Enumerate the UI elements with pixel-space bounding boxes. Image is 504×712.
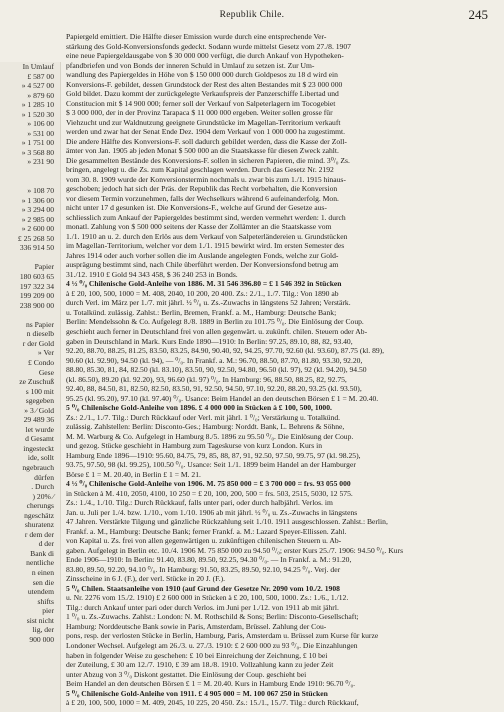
margin-fragment-line: shifts <box>37 596 54 606</box>
text-line: 93.75, 97.50, 98 (kl. 99.25), 100.50 ⁰/₀. Usance: Seit 1./1. 1899 beim Handel an der Hamburger <box>66 460 356 470</box>
text-line: Papiergeld emittiert. Die Hälfte dieser Emission wurde durch eine entsprechende Ver- <box>66 32 327 41</box>
text-line: 1./1. 1910 an u. 2. durch den Erlös aus dem Verkauf von Salpeterländereien u. Grundstücken <box>66 231 348 241</box>
text-line: nicht unter 17 d gesunken ist. Die Konversions-F., welche auf Grund der Gesetze aus- <box>66 203 327 213</box>
text-line: Londoner Wechsel. Aufgelegt am 26./3. u. 27./3. 1910: £ 2 600 000 zu 93 ⁰/₀. Die Einzahlungen <box>66 641 358 650</box>
text-line: Börse £ 1 = M. 20.40, in Berlin £ 1 = M. 21. <box>66 469 201 479</box>
loan-heading-line: 5 ⁰/₀ Chilenische Gold-Anleihe von 1896. £ 4 000 000 in Stücken à £ 100, 500, 1000. <box>66 403 332 413</box>
text-line: vom 30. 8. 1909 wurde der Konversionstermin nochmals u. zwar bis zum 1./1. 1915 hinaus- <box>66 174 346 184</box>
margin-fragment-line: » 3 ⁄ Gold <box>24 405 54 415</box>
text-line: monatl. Zahlung von $ 500 000 seitens der Kasse der Zollämter an die Staatskasse vom <box>66 222 332 232</box>
margin-fragment-line <box>0 177 60 187</box>
margin-fragment-line: » 3 568 80 <box>21 147 54 157</box>
margin-fragment-line <box>0 167 60 177</box>
text-line: Die gesammelten Bestände des Konversions-F. sollen in sicheren Papieren, die mind. 3⁰/₀ Zs. <box>66 155 350 165</box>
text-line: M. M. Warburg & Co. Aufgelegt in Hamburg 8./5. 1896 zu 95.50 ⁰/₀. Die Einlösung der Coup. <box>66 431 354 441</box>
margin-fragment-line: utendem <box>27 587 54 597</box>
text-line: eine neue Papiergeldausgabe von $ 30 000 000 verfügt, die durch Ankauf von Hypotheken- <box>66 51 344 61</box>
margin-fragment-line: 197 322 34 <box>19 281 54 291</box>
text-line: haben in folgender Weise zu geschehen: £ 10 bei Einreichung der Zeichnung, £ 10 bei <box>66 650 328 660</box>
margin-fragment-line: » 1 306 00 <box>21 195 54 205</box>
text-line: in Stücken à M. 410, 2050, 4100, 10 250 = £ 20, 100, 200, 500 = frs. 503, 2515, 5030, 12 575. <box>66 488 353 498</box>
text-line: und gezog. Stücke geschieht in Hamburg zum Tageskurse von kurz London. Kurs in <box>66 441 323 451</box>
text-line: wandlung des Papiergeldes in Höhe von $ 150 000 000 durch Goldpesos zu 18 d wird ein <box>66 70 338 80</box>
margin-fragment-line: d Gesamt <box>25 434 54 444</box>
margin-fragment-line: » 1 520 30 <box>21 109 54 119</box>
text-line: Konversions-F. gebildet, dessen Grundstock der Rest des alten Bestandes mit $ 23 000 000 <box>66 79 343 89</box>
margin-fragment-line: » 1 751 00 <box>21 138 54 148</box>
text-line: 47 Jahren. Verstärkte Tilgung und gänzliche Rückzahlung seit 1./10. 1911 ausgeschlossen. Zahlst.: Berlin, <box>66 517 388 527</box>
margin-fragment-line: ) 20% ⁄ <box>32 491 54 501</box>
text-line: im Magellan-Territorium, welcher vor dem 1./1. 1915 bewirkt wird. Im ersten Semester des <box>66 241 345 251</box>
margin-fragment-line: » 231 90 <box>27 157 54 167</box>
margin-fragment-line: » 2 985 00 <box>21 214 54 224</box>
margin-fragment-line: lig, der <box>32 625 54 635</box>
text-line: 88.80, 85.30, 81, 84, 82.50 (kl. 83.10), 83.50, 90, 92.50, 94.80, 96.50 (kl. 97), 92 (kl. 94.20), 94.50 <box>66 365 367 375</box>
text-line: bringen, angelegt u. die Zs. zum Kapital geschlagen werden. Durch das Gesetz Nr. 2192 <box>66 165 334 175</box>
text-line: durch Verl. im März per 1./7. mit jährl. ½ ⁰/₀ u. Zs.-Zuwachs in längstens 52 Jahren; Verstärk. <box>66 298 351 308</box>
text-line: Beim Handel an den deutschen Börsen £ 1 = M. 20.40. Kurs in Hamburg Ende 1910: 96.70 ⁰/₀. <box>66 679 356 689</box>
text-line: 31./12. 1910 £ Gold 94 343 458, $ 36 240 253 in Bonds. <box>66 269 238 279</box>
margin-fragment-line: » Ver <box>37 348 54 358</box>
text-line: zulässig. Zahlstellen: Berlin: Disconto-Ges.; Hamburg: Norddt. Bank, L. Behrens & Söhne, <box>66 422 345 432</box>
text-line: Zs.: 2./1., 1./7. Tilg.: Durch Rückkauf oder Verl. mit jährl. 1 ⁰/₀; Verstärkung u. Totalkünd. <box>66 412 341 422</box>
margin-fragment-line: 29 489 36 <box>23 415 54 425</box>
page-header <box>0 7 504 26</box>
margin-fragment-line: 336 914 50 <box>19 243 54 253</box>
text-line: à £ 20, 100, 500, 1000 = M. 409, 2045, 10 225, 20 450. Zs.: 15./1., 15./7. Tilg.: durch Rückkauf, <box>66 698 359 708</box>
margin-fragment-line: » 3 294 00 <box>21 205 54 215</box>
text-line: Constitucion mit $ 14 900 000; ferner soll der Verkauf von Salpeterlagern im Tocogebiet <box>66 98 336 108</box>
body-text <box>66 32 490 708</box>
margin-fragment-line: » 4 527 00 <box>21 81 54 91</box>
text-line: à £ 20, 100, 500, 1000 = M. 408, 2040, 10 200, 20 400. Zs.: 2./1., 1./7. Tilg.: Von 1890 ab <box>66 288 339 298</box>
margin-fragment-line: Papier <box>34 262 54 272</box>
margin-fragment-line: » 531 00 <box>27 128 54 138</box>
text-line: 95.25 (kl. 95.20), 97.10 (kl. 97.40) ⁰/₀. Usance: Beim Handel an den deutschen Börsen £ 1 = M. 20.40. <box>66 393 379 403</box>
text-line: Jahres 1914 oder auch vorher sollen die im Auslande angelegten Fonds, welche zur Gold- <box>66 250 339 260</box>
text-line: (kl. 86.50), 89.20 (kl. 92.20), 93, 96.60 (kl. 97) ⁰/₀. In Hamburg: 96, 88.50, 88.25, 82, 92.75, <box>66 374 347 384</box>
text-line: pfandbriefen und von Bonds der inneren Schuld in Umlauf zu setzen ist. Zur Um- <box>66 60 315 70</box>
text-line: Berlin: Mendelssohn & Co. Aufgelegt 8./8. 1889 in Berlin zu 101.75 ⁰/₀. Die Einlösung der Coup. <box>66 317 364 327</box>
text-line: Hamburg Ende 1896—1910: 95.60, 84.75, 79, 85, 88, 87, 91, 92.50, 97.50, 99.75, 97 (kl. 98.25), <box>66 450 361 460</box>
text-line: Frankf. a. M., Hamburg: Deutsche Bank; ferner Frankf. a. M.: Lazard Speyer-Ellissen. Zahl. <box>66 526 347 536</box>
text-line: 90.60 (kl. 92.90), 94.50 (kl. 94), — ⁰/₀. In Frankf. a. M.: 96.70, 88.50, 87.70, 81.80, 93.30, 92.20, <box>66 355 363 365</box>
margin-fragment-line <box>0 310 60 320</box>
margin-fragment-line: £ 587 00 <box>27 71 54 81</box>
text-line: ämter von Jan. 1905 ab jeden Monat $ 500 000 an die Staatskasse für diesen Zweck zahlt. <box>66 146 339 156</box>
running-title: Republik Chile. <box>219 10 285 20</box>
margin-fragment-line: » 106 00 <box>27 119 54 129</box>
text-line: ausprägung bestimmt sind, nach Chile überführt werden. Der Konversionsfond betrug am <box>66 260 339 270</box>
margin-fragment-line: £ Condo <box>28 357 54 367</box>
text-line: unter Abzug von 3 ⁰/₀ Diskont gestattet. Die Einlösung der Coup. geschieht bei <box>66 669 307 679</box>
margin-fragment-line: » 879 60 <box>27 90 54 100</box>
text-line: Die andere Hälfte des Konversions-F. soll dadurch gebildet werden, dass die Kasse der Zoll- <box>66 136 347 146</box>
margin-fragment-line: sen die <box>32 577 54 587</box>
margin-fragment-line: dürfen <box>34 472 54 482</box>
margin-fragment-line: 900 000 <box>29 634 54 644</box>
text-line: werden und zwar hat der Senat Ende Dez. 1904 dem Verkauf von 1 000 000 ha zugestimmt. <box>66 127 346 137</box>
text-line: pons, resp. der verlosten Stücke in Berlin, Hamburg, Paris, Amsterdam u. Brüssel zum Kurse für kurze <box>66 631 379 641</box>
margin-fragment-line: Bank di <box>30 548 54 558</box>
margin-fragment-line: s 100 mit <box>25 386 54 396</box>
text-line: 92.40, 88, 84.50, 81, 82.50, 82.50, 83.50, 91, 92.50, 94.50, 97.10, 92.20, 88.20, 93.25 (kl. 93.50), <box>66 384 362 394</box>
loan-heading-line: 4 ½ ⁰/₀ Chilenische Gold-Anleihe von 1886. M. 31 546 396.80 = £ 1 546 392 in Stücken <box>66 279 342 289</box>
loan-heading-line: 4 ½ ⁰/₀ Chilenische Gold-Anleihe von 1906. M. 75 850 000 = £ 3 700 000 = frs. 93 055 000 <box>66 479 351 489</box>
margin-fragment-line: ide, sollt <box>27 453 54 463</box>
text-line: 92.20, 88.70, 88.25, 81.25, 83.50, 83.25, 84.90, 90.40, 92, 94.25, 97.70, 92.60 (kl. 93.60), 87.75 (kl. 89), <box>66 346 385 356</box>
text-line: gaben. Aufgelegt in Berlin etc. 10./4. 1906 M. 75 850 000 zu 94.50 ⁰/₀; erster Kurs 25./7. 1906: 94.50 ⁰/₀. Kurs <box>66 545 404 555</box>
margin-fragment-line: » 2 600 00 <box>21 224 54 234</box>
text-line: Gold bildet. Dazu kommt der zurückgelegte Verkaufspreis der Panzerschiffe Libertad und <box>66 89 339 99</box>
margin-fragment-line: 180 603 65 <box>19 272 54 282</box>
text-line: geschieht auch ferner in Deutschland frei von allen gegenwärt. u. zukünft. chilen. Steuern oder Ab- <box>66 326 368 336</box>
margin-fragment-line: nentliche <box>26 558 54 568</box>
margin-fragment-line: Gese <box>38 367 54 377</box>
margin-fragment-line: n dieselb <box>26 329 54 339</box>
text-line: u. Nr. 2276 vom 15./2. 1910) £ 2 600 000 in Stücken à £ 20, 100, 500, 1000. Zs.: 1./6., 1./12. <box>66 593 349 603</box>
margin-fragment-line: r dem der <box>24 529 54 539</box>
text-line: von Kapital u. Zs. frei von allen gegenwärtigen u. zukünftigen chilenischen Steuern u. Ab- <box>66 536 342 546</box>
margin-fragment-line: sgegeben <box>25 396 54 406</box>
text-line: Zs.: 1./4., 1./10. Tilg.: Durch Rückkauf, falls unter pari, oder durch halbjährl. Verlos. im <box>66 498 333 508</box>
margin-fragment-line: ingesteckt <box>23 443 54 453</box>
margin-fragment-line: » 108 70 <box>27 186 54 196</box>
margin-fragment-line: £ 25 268 50 <box>17 233 54 243</box>
margin-fragment-line: n einen <box>31 567 54 577</box>
text-line: der Zuteilung, £ 30 am 12./7. 1910, £ 39 am 18./8. 1910. Vollzahlung kann zu jeder Zeit <box>66 660 334 670</box>
text-line: geschoben; jedoch hat sich der Präs. der Republik das Recht vorbehalten, die Konversion <box>66 184 338 194</box>
text-line: Jan. u. Juli per 1./4. bzw. 1./10., vom 1./10. 1906 ab mit jährl. ½ ⁰/₀ u. Zs.-Zuwachs in längstens <box>66 507 358 517</box>
margin-fragment-line: 199 209 00 <box>19 291 54 301</box>
text-line: vor diesem Termin vorzunehmen, falls der Wechselkurs während 6 aufeinanderfolg. Mon. <box>66 193 339 203</box>
text-line: Ende 1906—1910: In Berlin: 91.40, 83.80, 89.50, 92.25, 94.30 ⁰/₀. — In Frankf. a. M.: 91.20, <box>66 555 352 565</box>
margin-fragment-line: In Umlauf <box>22 62 54 71</box>
loan-heading-line: 5 ⁰/₀ Chilenische Gold-Anleihe von 1911. £ 4 905 000 = M. 100 067 250 in Stücken <box>66 688 328 698</box>
margin-fragment-line <box>0 253 60 263</box>
text-line: Hamburg: Norddeutsche Bank sowie in Paris, Amsterdam, Brüssel. Zahlung der Cou- <box>66 621 327 631</box>
margin-fragment-line: ze Zuschuß <box>19 377 54 387</box>
margin-fragment-line: ngebrauch <box>22 462 54 472</box>
margin-fragment-line: . Durch <box>31 482 54 492</box>
text-line: gaben in Deutschland in Mark. Kurs Ende 1890—1910: In Berlin: 97.25, 89.10, 88, 82, 93.40, <box>66 336 353 346</box>
margin-fragment-line: d der <box>38 539 54 549</box>
margin-fragment-line: r der Gold <box>22 338 54 348</box>
text-line: 1 ⁰/₀ u. Zs.-Zuwachs. Zahlst.: London: N. M. Rothschild & Sons; Berlin: Disconto-Gesellschaft; <box>66 612 359 622</box>
text-line: 83.80, 89.50, 92.20, 94.10 ⁰/₀. In Hamburg: 91.50, 83.25, 89.50, 92.10, 94.25 ⁰/₀. Verj. der <box>66 564 341 574</box>
loan-heading-line: 5 ⁰/₀ Chilen. Staatsanleihe von 1910 (auf Grund der Gesetze Nr. 2090 vom 10./2. 1908 <box>66 583 340 593</box>
text-line: Viehzucht und zur Waldnutzung geeignete Grundstücke im Magellan-Territorium verkauft <box>66 117 341 127</box>
margin-fragment-line: ns Papier <box>25 319 54 329</box>
margin-fragment-line: sist nicht <box>26 615 54 625</box>
margin-fragment-line: » 1 285 10 <box>21 100 54 110</box>
page-number: 245 <box>468 7 488 22</box>
text-line: u. Totalkünd. zulässig. Zahlst.: Berlin, Bremen, Frankf. a. M., Hamburg: Deutsche Bank; <box>66 307 337 317</box>
margin-fragment-line: 238 900 00 <box>19 300 54 310</box>
text-line: schliesslich zum Ankauf der Papiergeldes bestimmt sind, werden vermehrt werden: 1. durch <box>66 212 346 222</box>
text-line: Zinsscheine in 6 J. (F.), der verl. Stücke in 20 J. (F.). <box>66 574 226 584</box>
margin-fragment-line: pier <box>42 606 54 616</box>
text-line: $ 3 000 000, der in der Provinz Tarapaca $ 11 000 000 ergeben. Weiter sollen grosse für <box>66 108 333 118</box>
text-line: stärkung des Gold-Konversionsfonds gedeckt. Sodann wurde mittelst Gesetz vom 27./8. 1907 <box>66 41 351 51</box>
margin-fragment-line: let wurde <box>25 424 54 434</box>
margin-fragment-line: ngeschätz <box>24 510 54 520</box>
text-line: Tilg.: durch Ankauf unter pari oder durch Verlos. im Juni per 1./12. von 1911 ab mit jährl. <box>66 602 339 612</box>
margin-fragment-line: shuratenz <box>24 520 54 530</box>
margin-fragment-line: cherungs <box>26 501 54 511</box>
left-margin-fragments <box>0 62 61 712</box>
